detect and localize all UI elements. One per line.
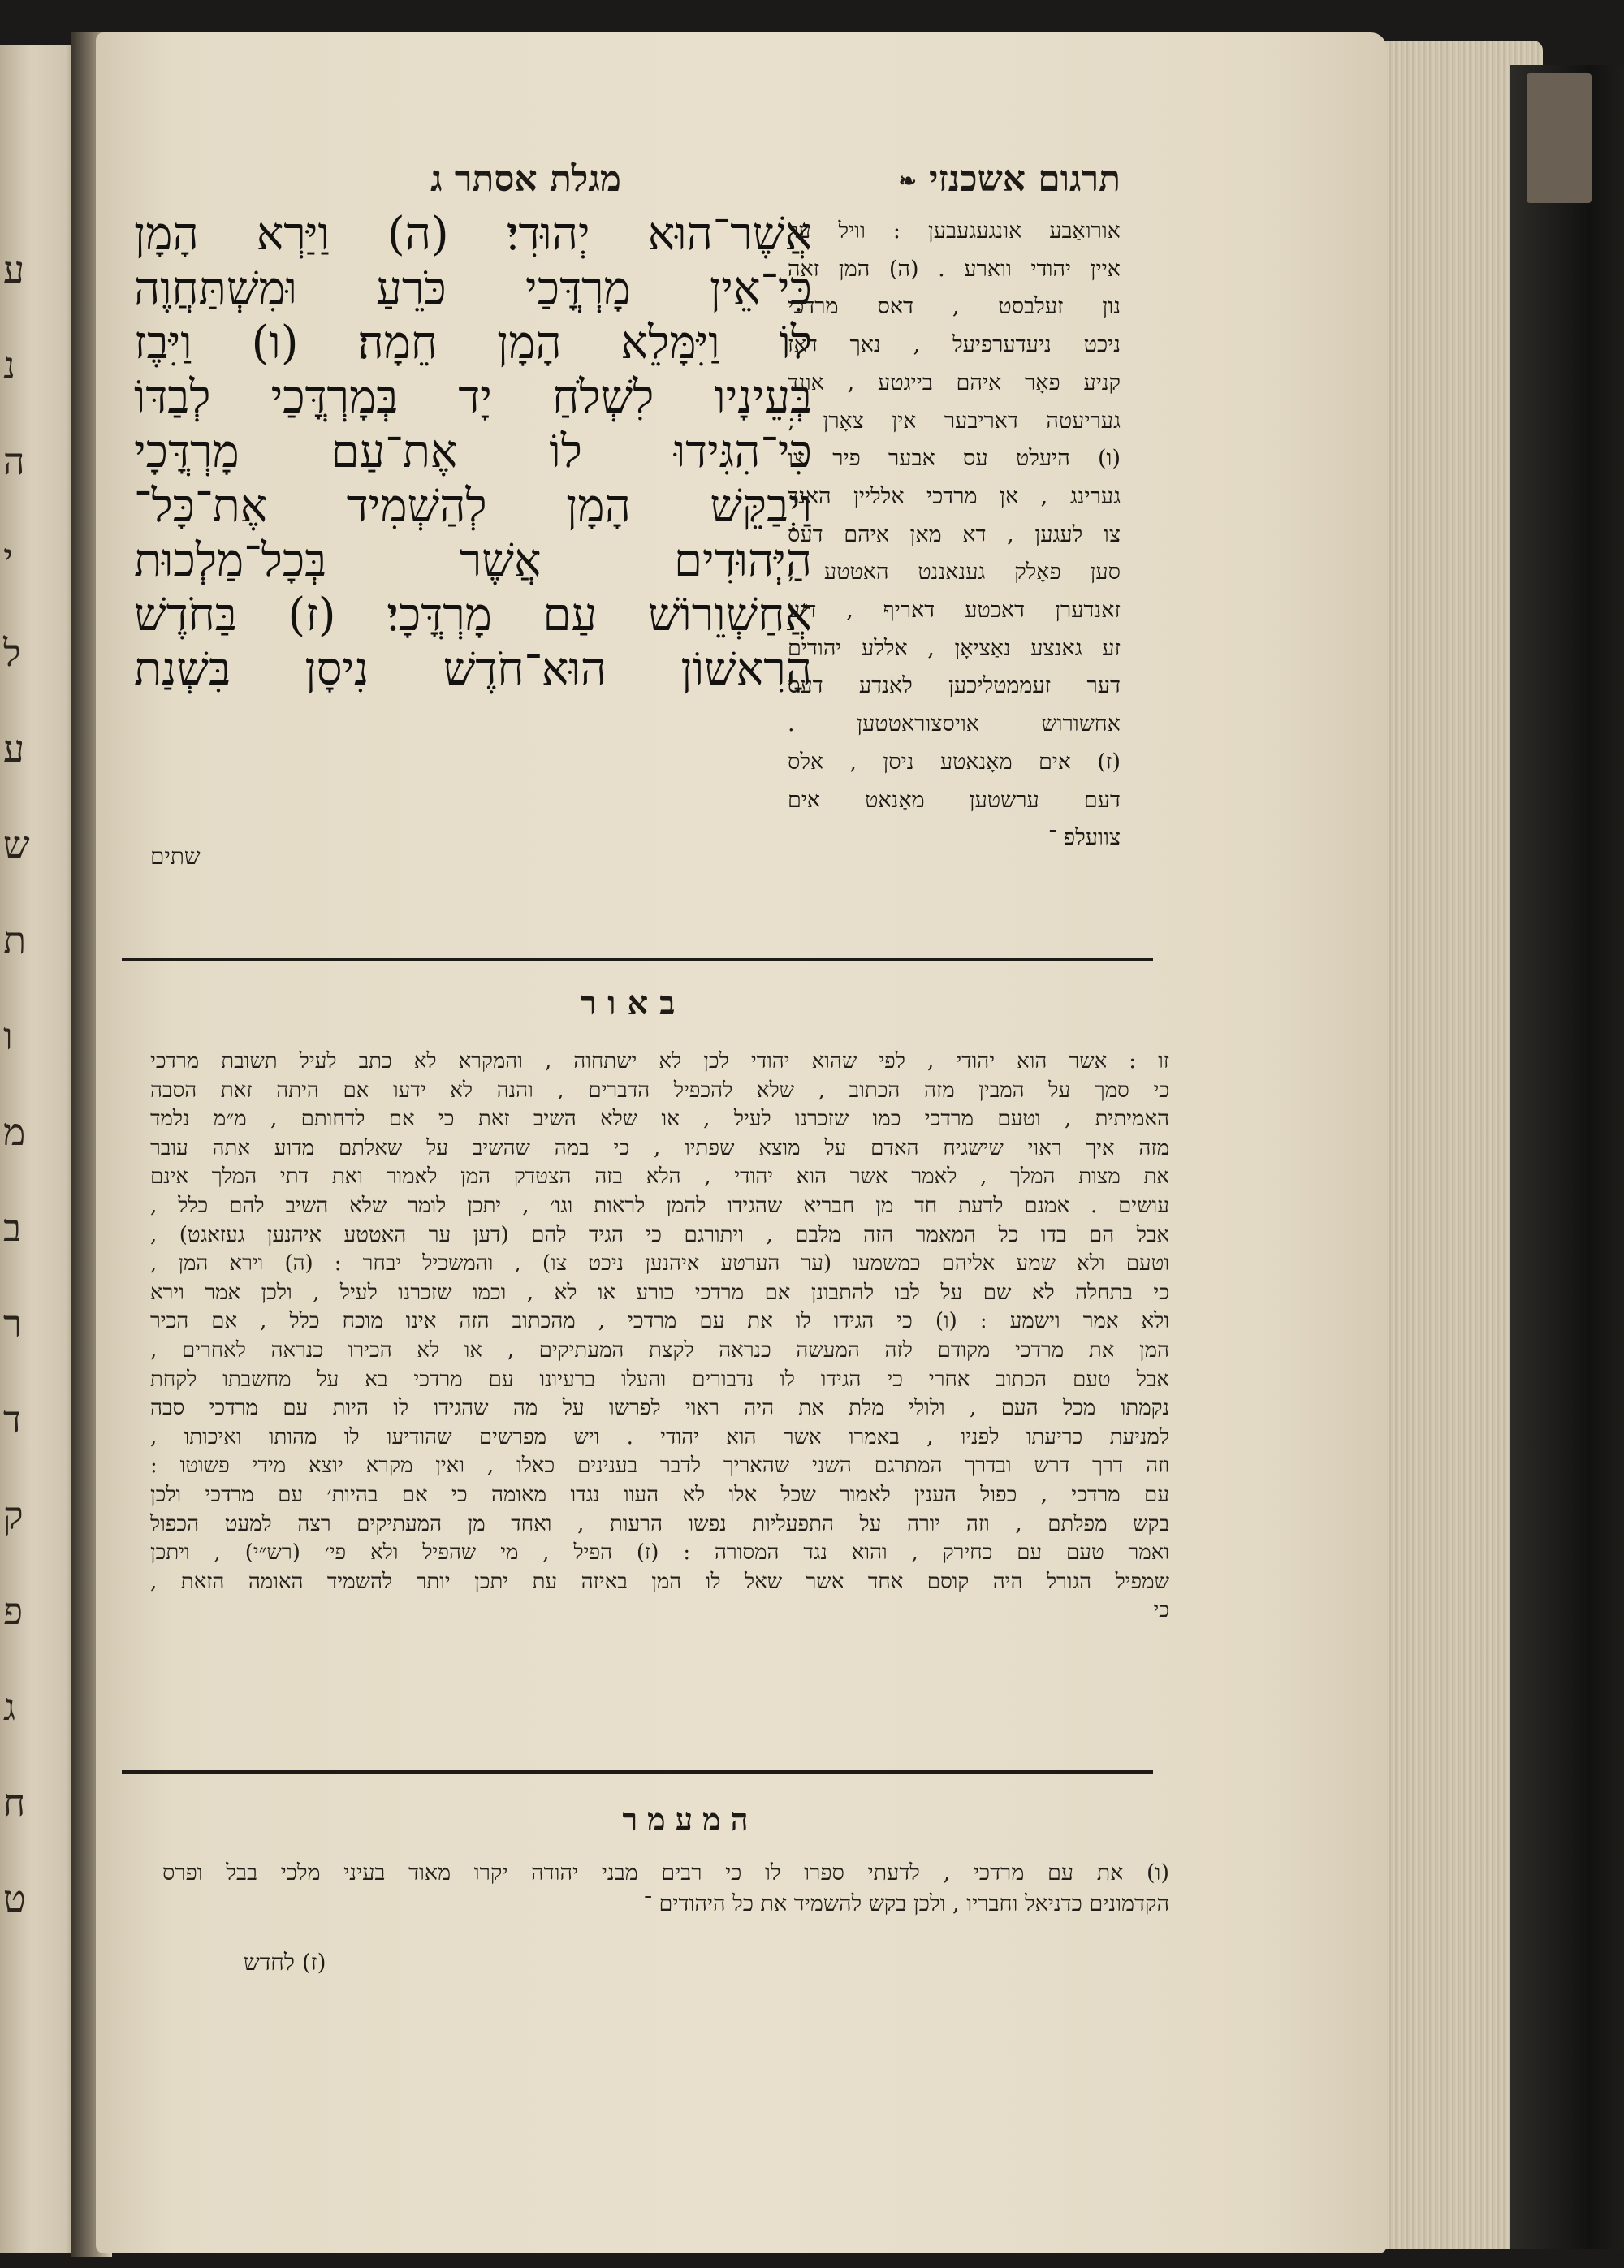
targum-line: נון זעלבסט , דאס מרדכי (788, 294, 1121, 320)
biur-line: וטעם ולא שמע אליהם כמשמעו (ער הערטע איהנען ניכט צו) , והמשכיל יבחר : (ה) וירא המן , (150, 1251, 1169, 1277)
biur-line: כי סמך על המבין מזה הכתוב , שלא להכפיל הדברים , והנה לא ידעו אם היתה זאת הסבה (150, 1078, 1169, 1103)
biur-line: נקמתו מכל העם , ולולי מלת את היה ראוי לפרשו על מה שהגידו לו היות עם מרדכי סבה (150, 1396, 1169, 1421)
biur-line: המן את מרדכי מקודם לזה המעשה כנראה לקצת המעתיקים , או לא הכירו כנראה לאחרים , (150, 1337, 1169, 1363)
left-page-fragment: ש (3, 823, 30, 866)
biur-line: את מצות המלך , לאמר אשר הוא יהודי , הלא בזה הצטדק המן לאמור ואת דתי המלך אינם (150, 1164, 1169, 1190)
fleuron-ornament-icon: ❧ (898, 169, 917, 194)
left-page-fragment: ח (3, 1781, 26, 1825)
divider-rule-middle (122, 1770, 1153, 1774)
meamer-heading: המעמר (622, 1801, 758, 1838)
biur-line: שמפיל הגורל היה קוסם אחד אשר שאל לו המן באיזה עת יתכן יותר להשמיד האומה הזאת , (150, 1569, 1169, 1594)
targum-line: צוועלפ ־ (1048, 825, 1121, 851)
left-facing-page (0, 45, 77, 2253)
left-page-fragment: ל (3, 631, 21, 675)
targum-line: דער זעממטליכען לאנדע דעס (788, 673, 1121, 699)
left-page-fragment: נ (3, 343, 15, 387)
biur-line: אבל טעם הכתוב אחרי כי הגידו לו נדבורים והעלו ברעיונו עם מרדכי בא על מחשבתו לקחת (150, 1367, 1169, 1392)
left-page-fragment: ה (3, 439, 25, 483)
mainText-line: בְּעֵינָיו לִשְׁלֹחַ יָד בְּמָרְדֳּכַי לְבַדּוֹ (134, 371, 812, 424)
targum-column (788, 213, 1121, 858)
left-page-fragment: פ (3, 1589, 24, 1633)
targum-line: צו לעגען , דא מאן איהם דעס (788, 521, 1121, 547)
divider-rule-top (122, 958, 1153, 961)
scripture-catchword: שתים (150, 843, 201, 870)
biur-line: זו : אשר הוא יהודי , לפי שהוא יהודי לכן לא ישתחוה , והמקרא לא כתב לעיל תשובת מרדכי (150, 1049, 1169, 1074)
biur-line: ואמר טעם עם כחירק , והוא נגד המסורה : (ז) הפיל , מי שהפיל ולא פי׳ (רש״י) , ויתכן (150, 1540, 1169, 1566)
left-page-fragment: ע (3, 727, 25, 771)
targum-line: אורואַבע אונגעגעבען : וויל ער (788, 218, 1121, 244)
biur-line: עושים . אמנם לדעת חד מן חבריא שהגידו להמן לראות וגו׳ , יתכן לומר שלא השיב להם כלל , (150, 1193, 1169, 1218)
targum-line: געריעטה דאריבער אין צאָרן ; (788, 408, 1121, 434)
mainText-line: אֲחַשְׁוֵרוֹשׁ עַם מָרְדֳּכָי׃ (ז) בַּחֹדֶשׁ (134, 589, 812, 642)
left-page-fragment: ר (3, 1302, 22, 1346)
left-page-fragment: י (3, 535, 14, 579)
left-page-fragment: ו (3, 1014, 13, 1058)
targum-line: ניכט ניעדערפיעל , נאך דאז (788, 332, 1121, 358)
left-page-fragment: ק (3, 1493, 24, 1537)
mainText-line: כִּי־הִגִּידוּ לוֹ אֶת־עַם מָרְדֳּכָי (134, 426, 812, 478)
left-page-fragment: מ (3, 1110, 26, 1154)
running-header-megillat-esther: מגלת אסתר ג (430, 158, 621, 200)
left-page-fragment: ט (3, 1877, 26, 1920)
mainText-line: וַיְבַקֵּשׁ הָמָן לְהַשְׁמִיד אֶת־כָּל־ (134, 480, 812, 533)
biur-line: וזה דרך דרש ובדרך המתרגם השני שהאריך לדבר בענינים כאלו , ואין מקרא יוצא מידי פשוטו : (150, 1454, 1169, 1479)
meamer-commentary (162, 1858, 1169, 1920)
targum-header-label: תרגום אשכנזי (928, 158, 1121, 200)
targum-line: קניע פאָר איהם בייגטע , אונד (788, 369, 1121, 395)
left-page-fragment: ת (3, 918, 27, 962)
targum-line: דעם ערשטען מאָנאט אים (788, 787, 1121, 813)
scripture-text (134, 207, 812, 697)
targum-line: זאנדערן דאכטע דאריף , דיע (788, 598, 1121, 624)
left-page-fragment: ע (3, 248, 25, 292)
biur-heading: באור (580, 984, 687, 1022)
meamer-line: (ו) את עם מרדכי , לדעתי ספרו לו כי רבים מבני יהודה יקרו מאוד בעיני מלכי בבל ופרס (162, 1860, 1169, 1886)
biur-line: אבל הם בדו כל המאמר הזה מלבם , ויתורגם כי הגיד להם (דען ער האטטע איהנען געזאגט) , (150, 1222, 1169, 1247)
biur-line: ולא אמר וישמע : (ו) כי הגידו לו את עם מרדכי , מהכתוב הזה אינו מוכח כלל , אם הכיר (150, 1309, 1169, 1334)
left-page-fragment: ד (3, 1398, 22, 1441)
mainText-line: הַיְּהוּדִים אֲשֶׁר בְּכָל־מַלְכוּת (134, 534, 812, 587)
biur-line: בקש מפלתם , וזה יורה על התפעליות נפשו הרעות , ואחד מן המעתיקים רצה למעט הכפול (150, 1511, 1169, 1536)
biur-line: כי בתחלה לא שם על לבו להתבונן אם מרדכי כורע או לא , וכמו שזכרנו לעיל , ולכן אמר וירא (150, 1280, 1169, 1305)
book-cover (1510, 65, 1624, 2249)
biur-line: מזה איך ראוי שישגיח האדם על מוצא שפתיו , כי במה שהשיב על שאלתם מדוע אתה עובר (150, 1135, 1169, 1160)
left-page-fragment: ג (3, 1685, 16, 1729)
biur-line: למניעת כריעתו לפניו , באמרו אשר הוא יהודי . ויש מפרשים שהודיעו לו מהותו ואיכותו , (150, 1424, 1169, 1449)
left-page-fragment: ב (3, 1206, 22, 1250)
biur-commentary (150, 1048, 1169, 1626)
targum-line: זע גאנצע נאַציאָן , אללע יהודים (788, 635, 1121, 661)
targum-line: אחשורוש אויסצוראטטען . (788, 711, 1121, 737)
targum-line: גערינג , אן מרדכי אלליין האנד (788, 483, 1121, 509)
mainText-line: לוֹ וַיִּמָּלֵא הָמָן חֵמָה׃ (ו) וַיִּבֶז (134, 317, 812, 369)
running-header-targum (899, 158, 1121, 200)
biur-line: עם מרדכי , כפול הענין לאמור שכל אלו לא העוו נגדו מאומה כי אם בהיות׳ עם מרדכי ולכן (150, 1482, 1169, 1507)
meamer-catchword: (ז) לחדש (244, 1949, 326, 1976)
mainText-line: הָרִאשׁוֹן הוּא־חֹדֶשׁ נִיסָן בִּשְׁנַת (134, 643, 812, 696)
meamer-line: הקדמונים כדניאל וחבריו , ולכן בקש להשמיד את כל היהודים ־ (643, 1891, 1169, 1916)
biur-line: כי (1153, 1598, 1169, 1623)
cover-wear (1527, 73, 1592, 203)
mainText-line: כִּי־אֵין מָרְדֳּכַי כֹּרֵעַ וּמִשְׁתַּחֲוֶה (134, 262, 812, 315)
targum-line: סען פאָלק גענאננט האטטע ; (788, 559, 1121, 585)
targum-line: (ו) היעלט עס אבער פיר צו (788, 446, 1121, 472)
targum-line: (ז) אים מאָנאטע ניסן , אלס (788, 749, 1121, 775)
mainText-line: אֲשֶׁר־הוּא יְהוּדִי׃ (ה) וַיַּרְא הָמָן (134, 208, 812, 261)
targum-line: איין יהודי ווארע . (ה) המן זאה (788, 256, 1121, 282)
biur-line: האמיתית , וטעם מרדכי כמו שזכרנו לעיל , או שלא השיב זאת כי אם לדחותם , מ״מ נלמד (150, 1107, 1169, 1132)
